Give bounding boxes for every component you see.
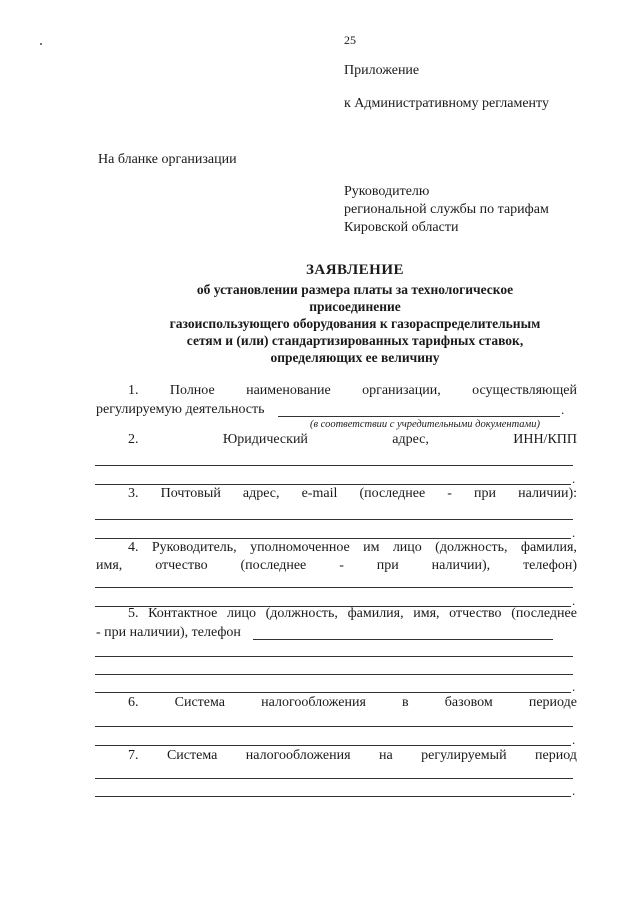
item-word: (должность,: [435, 540, 508, 555]
item1-field[interactable]: [278, 416, 560, 417]
item-word: наличии):: [518, 486, 577, 501]
item-word: (последнее: [240, 558, 307, 573]
item3-field[interactable]: [95, 519, 573, 520]
item-word: фамилия,: [347, 606, 404, 621]
item-word: (последнее: [511, 606, 577, 621]
item-word: адрес,: [242, 486, 280, 501]
scan-speck: [40, 43, 42, 45]
item-word: при: [474, 486, 497, 501]
item-word: уполномоченное: [250, 540, 350, 555]
item-word: при: [376, 558, 399, 573]
item-word: -: [339, 558, 344, 573]
item-word: Руководитель,: [151, 540, 237, 555]
item2-field[interactable]: [95, 484, 571, 485]
item-word: (должность,: [265, 606, 338, 621]
line-end-period: .: [572, 783, 576, 798]
item-word: на: [378, 748, 393, 763]
line-end-period: .: [572, 732, 576, 747]
item-word: наименование: [246, 383, 331, 398]
item-word: лицо: [227, 606, 256, 621]
addressee-line1: Руководителю: [344, 184, 430, 199]
item-word: период: [535, 748, 577, 763]
addressee-line2: региональной службы по тарифам: [344, 202, 549, 217]
title-main: ЗАЯВЛЕНИЕ: [305, 262, 405, 278]
item-word: 3.: [128, 486, 139, 501]
item-word: Контактное: [148, 606, 218, 621]
addressee-line3: Кировской области: [344, 220, 459, 235]
item2-line1: [128, 432, 577, 448]
item-word: 7.: [128, 748, 139, 763]
item4-field[interactable]: [95, 587, 573, 588]
item-word: налогообложения: [245, 748, 351, 763]
appendix-line1: Приложение: [344, 63, 420, 78]
item1-line1: [128, 383, 577, 399]
item5-field[interactable]: [95, 656, 573, 657]
item-word: 1.: [128, 383, 139, 398]
title-line: присоединение: [309, 299, 401, 314]
item7-field[interactable]: [95, 796, 571, 797]
title-line: сетям и (или) стандартизированных тарифных ставок,: [186, 333, 524, 348]
item-word: отчество: [155, 558, 208, 573]
item6-line1: [128, 695, 577, 711]
item-word: 2.: [128, 432, 139, 447]
item-word: наличии),: [431, 558, 491, 573]
item1-tail: регулируемую деятельность: [96, 402, 265, 417]
line-end-period: .: [572, 471, 576, 486]
item-word: отчество: [449, 606, 502, 621]
item6-field[interactable]: [95, 726, 573, 727]
item-word: периоде: [528, 695, 577, 710]
item-word: фамилия,: [520, 540, 577, 555]
item-word: адрес,: [392, 432, 429, 447]
item5-tail: - при наличии), телефон: [96, 625, 241, 640]
item-word: телефон): [523, 558, 577, 573]
item-word: -: [447, 486, 452, 501]
line-end-period: .: [572, 525, 576, 540]
item4-line1: [128, 540, 577, 556]
appendix-line2: к Административному регламенту: [344, 96, 549, 111]
item-word: лицо: [392, 540, 422, 555]
item-word: ИНН/КПП: [513, 432, 577, 447]
item-word: 4.: [128, 540, 139, 555]
item-word: Система: [174, 695, 225, 710]
line-end-period: .: [572, 593, 576, 608]
item3-field[interactable]: [95, 538, 571, 539]
item-word: организации,: [362, 383, 441, 398]
item-word: регулируемый: [421, 748, 507, 763]
item-word: осуществляющей: [472, 383, 577, 398]
item-word: базовом: [444, 695, 493, 710]
item-word: имя,: [413, 606, 440, 621]
item-word: им: [363, 540, 380, 555]
title-line: определяющих ее величину: [270, 350, 440, 365]
item2-field[interactable]: [95, 465, 573, 466]
item7-field[interactable]: [95, 778, 573, 779]
item-word: Почтовый: [160, 486, 221, 501]
item-word: в: [402, 695, 409, 710]
line-end-period: .: [561, 402, 565, 417]
item-word: 5.: [128, 606, 139, 621]
item-word: Юридический: [222, 432, 308, 447]
item-word: Полное: [169, 383, 215, 398]
item5-field[interactable]: [95, 692, 571, 693]
item5-line1: [128, 606, 577, 622]
document-title: [120, 262, 590, 366]
item5-field[interactable]: [95, 674, 573, 675]
item6-field[interactable]: [95, 745, 571, 746]
item5-field[interactable]: [253, 639, 553, 640]
page-number: 25: [344, 33, 356, 47]
title-line: газоиспользующего оборудования к газораспределительным: [169, 316, 541, 331]
item-word: e-mail: [301, 486, 338, 501]
line-end-period: .: [572, 679, 576, 694]
item-word: налогообложения: [261, 695, 366, 710]
item-word: (последнее: [359, 486, 426, 501]
item-word: Система: [166, 748, 218, 763]
item-word: имя,: [96, 558, 123, 573]
item4-line2: [96, 558, 577, 574]
item3-line1: [128, 486, 577, 502]
letterhead-label: На бланке организации: [98, 152, 237, 167]
item7-line1: [128, 748, 577, 764]
title-line: об установлении размера платы за технологическое: [196, 282, 514, 297]
item1-note: (в соответствии с учредительными документами): [310, 419, 541, 430]
item-word: 6.: [128, 695, 139, 710]
